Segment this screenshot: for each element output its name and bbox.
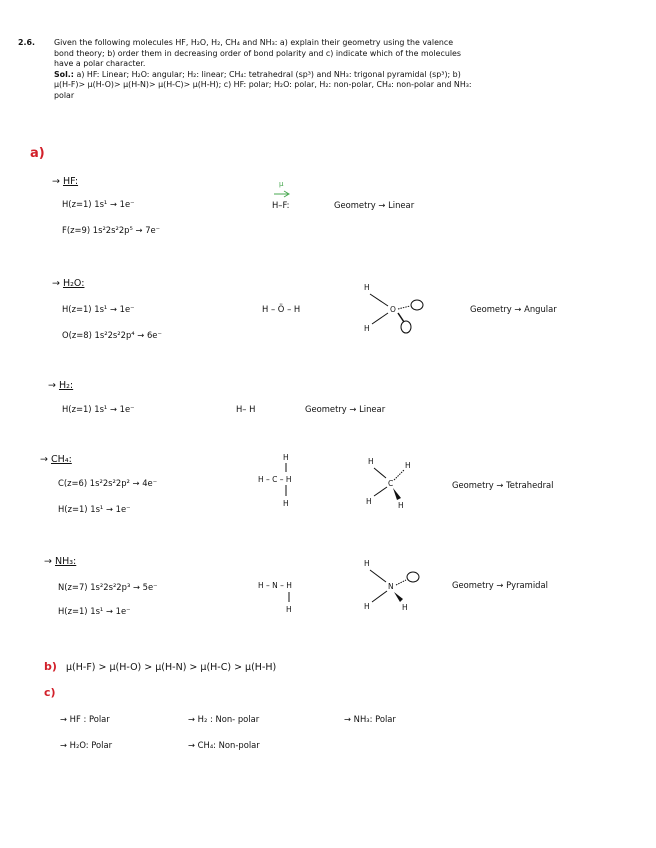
part-c-ch4: → CH₄: Non-polar	[188, 740, 260, 750]
h2o-config-o: O(z=8) 1s²2s²2p⁴ → 6e⁻	[62, 330, 162, 340]
nh3-config-h: H(z=1) 1s¹ → 1e⁻	[58, 606, 131, 616]
nh3-geometry: Geometry → Pyramidal	[452, 580, 548, 590]
part-b-order: μ(H-F) > μ(H-O) > μ(H-N) > μ(H-C) > μ(H-H)	[66, 662, 277, 673]
nh3-3d-atom-h3: H	[402, 603, 408, 612]
nh3-lewis-structure	[258, 568, 328, 618]
ch4-atom-h-bottom: H	[283, 499, 289, 508]
h2-geometry: Geometry → Linear	[305, 404, 386, 414]
ch4-config-h: H(z=1) 1s¹ → 1e⁻	[58, 504, 131, 514]
problem-text: Given the following molecules HF, H₂O, H₂, CH₄ and NH₃: a) explain their geometry using the valence bond theory; b) order them in decreasing order of bond polarity and c) indicate which of the molecules have a polar character.	[54, 38, 461, 69]
solution-text: a) HF: Linear; H₂O: angular; H₂: linear; CH₄: tetrahedral (sp³) and NH₃: trigonal pyramidal (sp³); b) μ(H-F)> μ(H-O)> μ(H-N)> μ(H-C)> μ(H-H); c) HF: polar; H₂O: polar, H₂: non-polar, CH₄: non-polar and NH₃: polar	[54, 69, 472, 100]
h2o-atom-h-bottom: H	[364, 324, 370, 333]
h2-lewis: H– H	[236, 404, 256, 414]
h2o-config-h: H(z=1) 1s¹ → 1e⁻	[62, 304, 135, 314]
solution-label: Sol.:	[54, 69, 74, 79]
hf-geometry: Geometry → Linear	[334, 200, 415, 210]
nh3-config-n: N(z=7) 1s²2s²2p³ → 5e⁻	[58, 582, 158, 592]
ch4-3d-atom-h2: H	[405, 461, 411, 470]
ch4-3d-structure	[362, 456, 422, 516]
part-b-label: b)	[44, 660, 57, 673]
nh3-3d-structure	[360, 558, 430, 620]
nh3-atom-h-bottom: H	[286, 605, 292, 614]
ch4-3d-atom-h4: H	[398, 501, 404, 510]
part-c-h2o: → H₂O: Polar	[60, 740, 113, 750]
ch4-config-c: C(z=6) 1s²2s²2p² → 4e⁻	[58, 478, 158, 488]
ch4-heading: → CH₄:	[40, 454, 72, 465]
hf-dipole-mark: μ	[279, 180, 284, 188]
hf-dipole-arrow	[272, 190, 292, 198]
nh3-lewis: H – N – H	[258, 581, 292, 590]
part-a-label: a)	[30, 146, 45, 161]
problem-statement	[18, 38, 473, 102]
h2o-heading: → H₂O:	[52, 278, 85, 289]
ch4-3d-atom-c: C	[388, 479, 394, 488]
nh3-3d-atom-h1: H	[364, 559, 370, 568]
part-c-h2: → H₂ : Non- polar	[188, 714, 260, 724]
h2-heading: → H₂:	[48, 380, 74, 391]
ch4-atom-h-top: H	[283, 453, 289, 462]
nh3-3d-atom-n: N	[388, 582, 394, 591]
ch4-3d-atom-h1: H	[368, 457, 374, 466]
h2o-geometry: Geometry → Angular	[470, 304, 557, 314]
part-c-nh3: → NH₃: Polar	[344, 714, 396, 724]
ch4-3d-atom-h3: H	[366, 497, 372, 506]
h2o-atom-h-top: H	[364, 283, 370, 292]
nh3-3d-atom-h2: H	[364, 602, 370, 611]
nh3-heading: → NH₃:	[44, 556, 77, 567]
part-c-label: c)	[44, 686, 56, 699]
h2o-lewis: H – Ö – H	[262, 304, 301, 314]
h2o-atom-o: O	[390, 305, 396, 314]
problem-number: 2.6.	[18, 38, 35, 47]
ch4-lewis-structure	[258, 452, 318, 512]
h2o-structure	[360, 282, 440, 342]
h2-config-h: H(z=1) 1s¹ → 1e⁻	[62, 404, 135, 414]
ch4-lewis: H – C – H	[258, 475, 292, 484]
hf-lewis: H–F:	[272, 200, 290, 210]
hf-config-h: H(z=1) 1s¹ → 1e⁻	[62, 199, 135, 209]
hf-config-f: F(z=9) 1s²2s²2p⁵ → 7e⁻	[62, 225, 161, 235]
part-c-hf: → HF : Polar	[60, 714, 110, 724]
ch4-geometry: Geometry → Tetrahedral	[452, 480, 554, 490]
hf-heading: → HF:	[52, 176, 79, 187]
